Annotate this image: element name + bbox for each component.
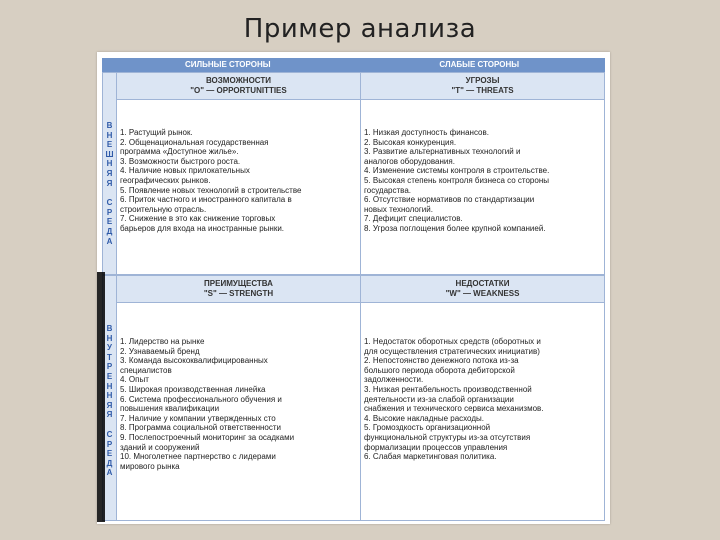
list-item: функциональной структуры из-за отсутствия [364,432,531,442]
swot-table [97,52,610,524]
list-item: мирового рынка [120,461,180,471]
list-item: 2. Общенациональная государственная [120,137,269,147]
list-item: специалистов [120,365,172,375]
side-letter: Д [106,458,113,468]
list-item: большого периода оборота дебиторской [364,365,515,375]
table-header [102,58,605,72]
list-item: 3. Низкая рентабельность производственной [364,384,532,394]
slide-title: Пример анализа [243,14,477,44]
threats-column [360,73,604,274]
weaknesses-title: НЕДОСТАТКИ [455,279,510,288]
opportunities-head [117,73,360,100]
list-item: 4. Наличие новых прилокательных [120,166,250,176]
side-letter: Р [106,362,113,372]
side-letter: В [106,324,113,333]
list-item: 6. Слабая маркетинговая политика. [364,452,497,462]
external-environment-block [102,72,605,275]
list-item: строительную отрасль. [120,204,207,214]
list-item: 7. Дефицит специалистов. [364,214,463,224]
side-letter: Я [106,410,113,420]
threats-head [361,73,604,100]
side-letter: Е [106,217,113,227]
side-letter: Я [106,400,113,410]
side-letter: С [106,198,113,208]
list-item: географических рынков. [120,175,211,185]
side-letter: А [106,236,113,246]
list-item: программа «Доступное жилье». [120,147,239,157]
internal-environment-block [102,275,605,521]
list-item: 6. Система профессионального обучения и [120,394,282,404]
external-side-label [103,73,117,274]
weaknesses-subtitle: "W" — WEAKNESS [445,289,520,298]
threats-title: УГРОЗЫ [465,76,500,85]
list-item: для осуществления стратегических инициатив) [364,346,540,356]
side-letter: А [106,468,113,478]
side-letter: Я [106,168,113,178]
list-item: барьеров для входа на иностранные рынки. [120,223,285,233]
list-item: 1. Растущий рынок. [120,128,193,137]
strengths-list [117,303,360,471]
side-letter: Е [106,449,113,459]
side-letter: Н [106,381,113,391]
strengths-title: ПРЕИМУЩЕСТВА [204,279,273,288]
strengths-column [117,276,360,520]
list-item: 7. Наличие у компании утвержденных сто [120,413,276,423]
side-letter: У [107,343,112,353]
list-item: 8. Угроза поглощения более крупной компанией. [364,223,546,233]
list-item: формализации процессов управления [364,442,508,452]
list-item: деятельности из-за слабой организации [364,394,514,404]
list-item: 6. Отсутствие нормативов по стандартизации [364,195,535,205]
list-item: 7. Снижение в это как снижение торговых [120,214,276,224]
list-item: 5. Высокая степень контроля бизнеса со стороны [364,175,549,185]
list-item: 3. Возможности быстрого роста. [120,156,241,166]
list-item: 9. Послепостроечный мониторинг за осадками [120,432,295,442]
list-item: 2. Непостоянство денежного потока из-за [364,356,519,366]
list-item: 10. Многолетнее партнерство с лидерами [120,452,276,462]
weaknesses-header: СЛАБЫЕ СТОРОНЫ [439,60,520,69]
side-letter: Д [106,226,113,236]
strengths-head [117,276,360,303]
list-item: аналогов оборудования. [364,156,455,166]
side-letter: Я [106,178,113,188]
opportunities-title: ВОЗМОЖНОСТИ [205,76,272,85]
side-letter: С [106,429,113,439]
side-letter: Ш [105,149,114,159]
list-item: 3. Команда высококвалифицированных [120,356,268,366]
list-item: 3. Развитие альтернативных технологий и [364,147,521,157]
list-item: 1. Низкая доступность финансов. [364,128,489,137]
opportunities-column [117,73,360,274]
opportunities-subtitle: "O" — OPPORTUNITTIES [190,86,287,95]
list-item: 5. Появление новых технологий в строительстве [120,185,302,195]
side-letter: Т [107,352,112,362]
weaknesses-column [360,276,604,520]
side-letter: Р [106,207,113,217]
list-item: 4. Опыт [120,375,149,385]
opportunities-list [117,100,360,234]
list-item: 1. Недостаток оборотных средств (оборотных и [364,337,541,346]
list-item: задолженности. [364,375,424,385]
side-letter: Е [106,140,113,150]
list-item: новых технологий. [364,204,433,214]
list-item: 4. Высокие накладные расходы. [364,413,484,423]
side-letter: Е [106,371,113,381]
list-item: повышения квалификации [120,404,220,414]
side-letter: Н [106,391,113,401]
side-letter: В [106,121,113,130]
side-letter: Р [106,439,113,449]
list-item: 8. Программа социальной ответственности [120,423,282,433]
strengths-header: СИЛЬНЫЕ СТОРОНЫ [184,60,271,69]
weaknesses-list [361,303,604,462]
list-item: снабжения и технического сервиса механизмов. [364,404,544,414]
side-letter: Н [106,159,113,169]
list-item: 6. Приток частного и иностранного капитала в [120,195,292,205]
weaknesses-head [361,276,604,303]
list-item: 2. Узнаваемый бренд [120,346,200,356]
threats-subtitle: "T" — THREATS [451,86,514,95]
list-item: 5. Широкая производственная линейка [120,384,266,394]
list-item: 1. Лидерство на рынке [120,337,205,346]
internal-side-label [103,276,117,520]
list-item: государства. [364,185,411,195]
scan-artifact [97,272,105,522]
strengths-subtitle: "S" — STRENGTH [203,289,274,298]
list-item: 5. Громоздкость организационной [364,423,491,433]
side-letter: Н [106,333,113,343]
list-item: 2. Высокая конкуренция. [364,137,457,147]
list-item: зданий и сооружений [120,442,200,452]
threats-list [361,100,604,234]
list-item: 4. Изменение системы контроля в строительстве. [364,166,550,176]
side-letter: Н [106,130,113,140]
